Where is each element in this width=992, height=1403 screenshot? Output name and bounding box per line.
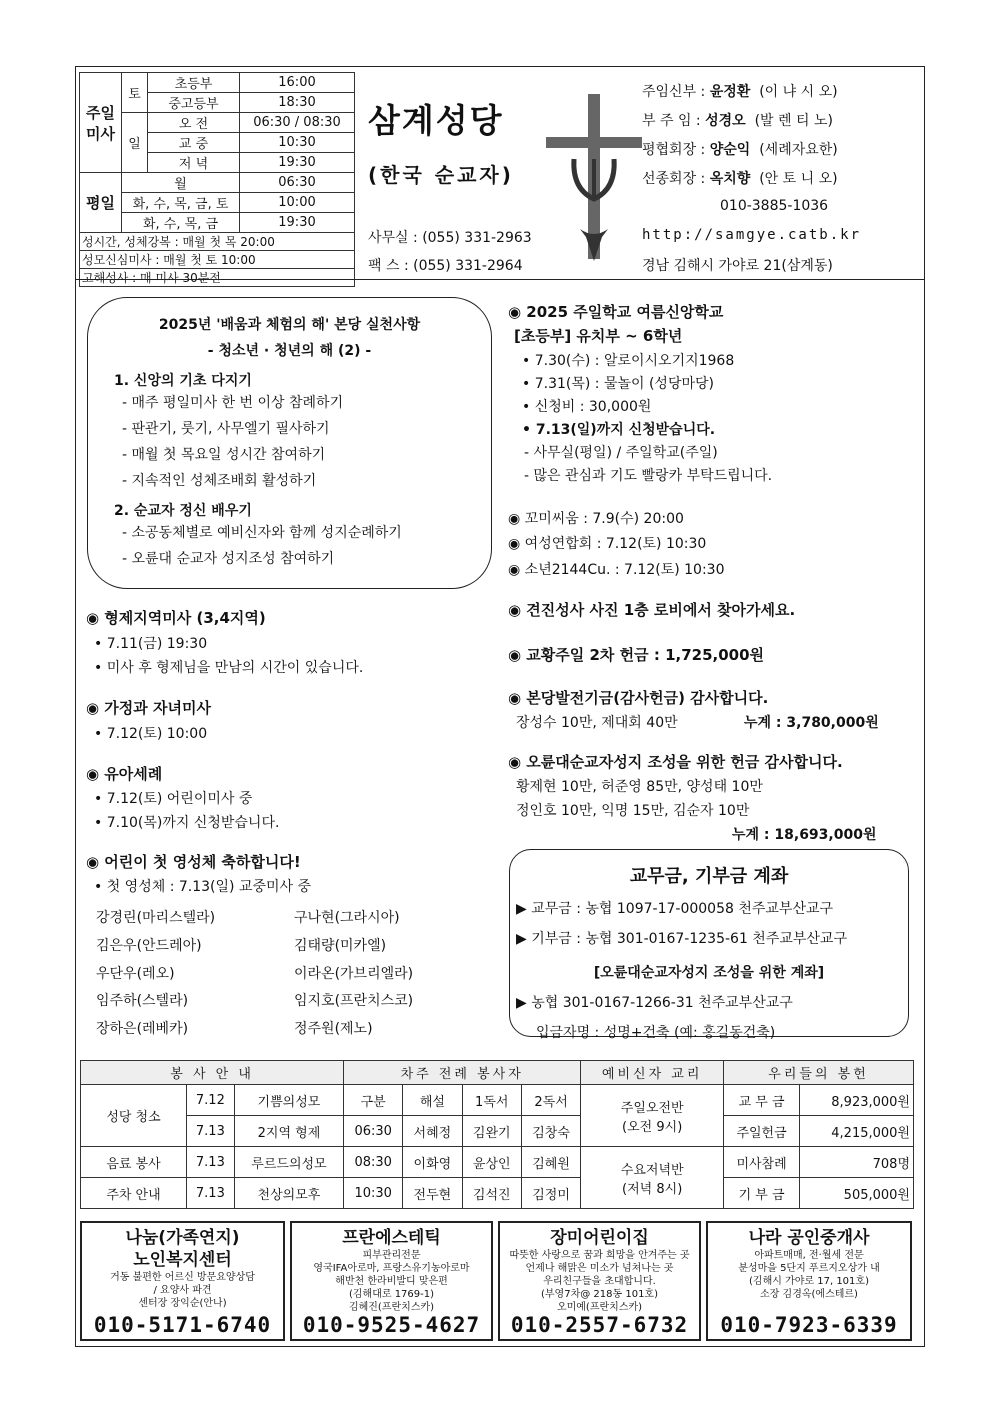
practice-title: 2025년 '배움과 체험의 해' 본당 실천사항 (158, 317, 421, 333)
practice-item: - 소공동체별로 예비신자와 함께 성지순례하기 (122, 525, 402, 541)
ad-name: 장미어린이집 (550, 1228, 649, 1248)
staff-name: 양순익 (709, 142, 751, 158)
staff-name: 옥치향 (709, 171, 751, 187)
table-cell: 2독서 (521, 1085, 580, 1116)
bullet-item: • 신청비 : 30,000원 (522, 399, 652, 415)
table-cell: 구분 (344, 1085, 403, 1116)
table-cell: 주일헌금 (724, 1116, 800, 1147)
section-heading: ◉ 본당발전기금(감사헌금) 감사합니다. (508, 689, 769, 707)
account-line: ▶ 농협 301-0167-1266-31 천주교부산교구 (516, 995, 793, 1011)
church-title: 삼계성당 (368, 101, 504, 140)
bullet-item: - 많은 관심과 기도 빨랑카 부탁드립니다. (524, 468, 773, 484)
sched-time: 10:30 (240, 133, 355, 153)
table-cell: 해설 (403, 1085, 462, 1116)
child-name: 우단우(레오) (96, 966, 175, 982)
bullet-item: - 사무실(평일) / 주일학교(주일) (524, 445, 718, 461)
table-cell: 기쁨의성모 (234, 1085, 343, 1116)
sched-name: 화, 수, 목, 금, 토 (122, 193, 240, 213)
ad-aesthetic (290, 1221, 493, 1341)
cross-icon (544, 89, 644, 264)
section-heading: ◉ 가정과 자녀미사 (86, 699, 211, 717)
donation-line: 황제현 10만, 허준영 85만, 양성태 10만 (516, 779, 763, 795)
ad-name: 프란에스테틱 (342, 1228, 441, 1248)
table-cell: 김정미 (521, 1178, 580, 1209)
table-cell: 4,215,000원 (800, 1116, 914, 1147)
sched-time: 19:30 (240, 153, 355, 173)
section-heading: ◉ 오륜대순교자성지 조성을 위한 헌금 감사합니다. (508, 753, 843, 771)
sunday-label: 일 (122, 113, 148, 173)
child-name: 임주하(스텔라) (96, 993, 189, 1009)
section-heading: ◉ 2025 주일학교 여름신앙학교 (508, 303, 724, 321)
account-box (509, 849, 909, 1041)
ad-phone[interactable]: 010-2557-6732 (510, 1313, 689, 1337)
table-cell: 김혜원 (521, 1147, 580, 1178)
bullet-item: • 미사 후 형제님을 만남의 시간이 있습니다. (94, 660, 364, 676)
staff-row (642, 110, 833, 130)
practice-item: - 매주 평일미사 한 번 이상 참례하기 (122, 395, 344, 411)
ad-realty (706, 1221, 912, 1341)
bullet-item: • 7.31(목) : 물놀이 (성당마당) (522, 376, 714, 392)
sched-name: 교 중 (148, 133, 240, 153)
donation-total: 누계 : 18,693,000원 (732, 827, 877, 843)
sched-time: 16:00 (240, 73, 355, 93)
ad-phone[interactable]: 010-9525-4627 (302, 1313, 481, 1337)
staff-name: 성경오 (705, 113, 746, 129)
ad-phone[interactable]: 010-7923-6339 (720, 1313, 898, 1337)
fax-number: 팩 스 : (055) 331-2964 (368, 258, 523, 274)
practice-item: - 매월 첫 목요일 성시간 참여하기 (122, 447, 326, 463)
sched-time: 06:30 (240, 173, 355, 193)
bullet-item: • 7.12(토) 어린이미사 중 (94, 791, 253, 807)
child-name: 구나현(그라시아) (294, 910, 400, 926)
donation-line: 정인호 10만, 익명 15만, 김순자 10만 (516, 803, 750, 819)
ad-daycare (498, 1221, 701, 1341)
table-cell: 8,923,000원 (800, 1085, 914, 1116)
table-cell: 김완기 (462, 1116, 521, 1147)
account-line: ▶ 교무금 : 농협 1097-17-000058 천주교부산교구 (516, 901, 834, 917)
event-item: ◉ 꼬미씨움 : 7.9(수) 20:00 (508, 511, 684, 527)
table-header: 우리들의 봉헌 (724, 1061, 914, 1085)
table-cell: 06:30 (344, 1116, 403, 1147)
staff-saint: (세례자요한) (759, 142, 838, 158)
section-heading: ◉ 유아세례 (86, 765, 163, 783)
ad-name: 나라 공인중개사 (748, 1228, 870, 1248)
catechism-class: 수요저녁반 (620, 1162, 684, 1178)
section-heading: ◉ 형제지역미사 (3,4지역) (86, 609, 266, 627)
table-cell: 전두현 (403, 1178, 462, 1209)
table-cell: 음료 봉사 (81, 1147, 187, 1178)
account-title: 교무금, 기부금 계좌 (629, 866, 789, 887)
account-line: ▶ 기부금 : 농협 301-0167-1235-61 천주교부산교구 (516, 931, 847, 947)
child-name: 정주원(제노) (294, 1021, 373, 1037)
sched-time: 06:30 / 08:30 (240, 113, 355, 133)
table-cell: 루르드의성모 (234, 1147, 343, 1178)
ad-desc: 따뜻한 사랑으로 꿈과 희망을 안겨주는 곳 언제나 해맑은 미소가 넘쳐나는 곳 우리친구들을 초대합니다. (부영7차@ 218동 101호) 오미예(프란치스카) (509, 1250, 690, 1313)
staff-row (642, 139, 838, 159)
table-cell: 이화영 (403, 1147, 462, 1178)
staff-saint: (발 렌 티 노) (754, 113, 833, 129)
table-cell: 7.13 (187, 1147, 235, 1178)
sched-note: 성모신심미사 : 매월 첫 토 10:00 (80, 251, 355, 269)
account-subtitle: [오륜대순교자성지 조성을 위한 계좌] (593, 965, 825, 981)
section-heading: ◉ 교황주일 2차 헌금 : 1,725,000원 (508, 646, 765, 664)
table-cell: 1독서 (462, 1085, 521, 1116)
table-cell: 7.13 (187, 1178, 235, 1209)
address: 경남 김해시 가야로 21(삼계동) (642, 258, 833, 274)
practice-box (87, 297, 492, 589)
table-header: 예비신자 교리 (581, 1061, 724, 1085)
section-heading: ◉ 견진성사 사진 1층 로비에서 찾아가세요. (508, 601, 796, 619)
header-divider (76, 279, 924, 280)
table-header: 봉 사 안 내 (81, 1061, 344, 1085)
table-cell: 서혜정 (403, 1116, 462, 1147)
bullet-item: • 첫 영성체 : 7.13(일) 교중미사 중 (94, 879, 312, 895)
event-item: ◉ 여성연합회 : 7.12(토) 10:30 (508, 536, 707, 552)
table-cell: 김창숙 (521, 1116, 580, 1147)
table-cell: 주차 안내 (81, 1178, 187, 1209)
ad-name: 나눔(가족연지) 노인복지센터 (125, 1228, 240, 1270)
sunday-mass-label: 주일 미사 (80, 73, 122, 173)
table-cell: 미사참례 (724, 1147, 800, 1178)
practice-item: - 지속적인 성체조배회 활성하기 (122, 473, 317, 489)
sched-name: 중고등부 (148, 93, 240, 113)
practice-item: - 오륜대 순교자 성지조성 참여하기 (122, 551, 335, 567)
staff-role: 선종회장 : (642, 171, 710, 187)
account-line: 입금자명 : 성명+건축 (예: 홍길동건축) (536, 1025, 776, 1041)
table-header: 차주 전례 봉사자 (344, 1061, 581, 1085)
practice-section: 2. 순교자 정신 배우기 (114, 503, 252, 519)
catechism-class: 주일오전반 (620, 1100, 684, 1116)
practice-section: 1. 신앙의 기초 다지기 (114, 373, 252, 389)
child-name: 이라온(가브리엘라) (294, 966, 414, 982)
donation-line: 장성수 10만, 제대회 40만 (516, 715, 678, 731)
bullet-item: • 7.13(일)까지 신청받습니다. (522, 422, 716, 438)
sched-name: 월 (122, 173, 240, 193)
office-phone: 사무실 : (055) 331-2963 (368, 230, 532, 246)
table-cell: 7.12 (187, 1085, 235, 1116)
staff-saint: (이 냐 시 오) (759, 84, 838, 100)
sched-name: 초등부 (148, 73, 240, 93)
child-name: 김은우(안드레아) (96, 938, 202, 954)
sched-note: 성시간, 성체강복 : 매월 첫 목 20:00 (80, 233, 355, 251)
table-cell: 성당 청소 (81, 1085, 187, 1147)
table-cell: 10:30 (344, 1178, 403, 1209)
website-link[interactable]: http://samgye.catb.kr (642, 227, 862, 243)
weekday-mass-label: 평일 (80, 173, 122, 233)
bullet-item: • 7.30(수) : 알로이시오기지1968 (522, 353, 735, 369)
sched-name: 오 전 (148, 113, 240, 133)
ad-desc: 거동 불편한 어르신 방문요양상담 / 요양사 파견 센터장 장익순(안나) (110, 1272, 255, 1309)
table-cell: 기 부 금 (724, 1178, 800, 1209)
table-cell: 2지역 형제 (234, 1116, 343, 1147)
ad-elderly-center (80, 1221, 285, 1341)
sched-time: 18:30 (240, 93, 355, 113)
catechism-time: (오전 9시) (622, 1119, 683, 1135)
table-cell (581, 1147, 724, 1209)
staff-phone: 010-3885-1036 (720, 198, 829, 214)
child-name: 강경린(마리스텔라) (96, 910, 216, 926)
bullet-item: • 7.12(토) 10:00 (94, 726, 208, 742)
practice-item: - 판관기, 룻기, 사무엘기 필사하기 (122, 421, 330, 437)
staff-name: 윤정환 (709, 84, 751, 100)
event-item: ◉ 소년2144Cu. : 7.12(토) 10:30 (508, 562, 725, 578)
staff-row (642, 81, 838, 101)
staff-role: 주임신부 : (642, 84, 710, 100)
table-cell: 천상의모후 (234, 1178, 343, 1209)
staff-role: 부 주 임 : (642, 113, 706, 129)
child-name: 김태량(미카엘) (294, 938, 387, 954)
staff-row (642, 168, 838, 188)
staff-saint: (안 토 니 오) (759, 171, 838, 187)
staff-role: 평협회장 : (642, 142, 710, 158)
donation-total: 누계 : 3,780,000원 (744, 715, 879, 731)
saturday-label: 토 (122, 73, 148, 113)
table-cell (581, 1085, 724, 1147)
child-name: 임지호(프란치스코) (294, 993, 414, 1009)
catechism-time: (저녁 8시) (622, 1181, 683, 1197)
table-cell: 교 무 금 (724, 1085, 800, 1116)
table-cell: 7.13 (187, 1116, 235, 1147)
sched-time: 10:00 (240, 193, 355, 213)
table-cell: 윤상인 (462, 1147, 521, 1178)
table-cell: 08:30 (344, 1147, 403, 1178)
section-heading: ◉ 어린이 첫 영성체 축하합니다! (86, 853, 301, 871)
ad-phone[interactable]: 010-5171-6740 (93, 1313, 272, 1337)
ad-desc: 피부관리전문 영국IFA아로마, 프랑스유기농아로마 해반천 한라비발디 맞은편 (김해대로 1769-1) 김혜진(프란치스카) (313, 1250, 470, 1313)
church-subtitle: (한국 순교자) (368, 163, 514, 187)
child-name: 장하은(레베카) (96, 1021, 189, 1037)
table-cell: 708명 (800, 1147, 914, 1178)
sched-note: 고해성사 : 매 미사 30분전 (80, 269, 355, 287)
table-cell: 김석진 (462, 1178, 521, 1209)
ad-desc: 아파트매매, 전·월세 전문 분성마을 5단지 푸르지오상가 내 (김해시 가야로 17, 101호) 소장 김경옥(에스테르) (738, 1250, 880, 1300)
sched-name: 저 녁 (148, 153, 240, 173)
bullet-item: • 7.10(목)까지 신청받습니다. (94, 815, 280, 831)
bullet-item: • 7.11(금) 19:30 (94, 636, 208, 652)
service-table (80, 1060, 914, 1209)
sched-name: 화, 수, 목, 금 (122, 213, 240, 233)
mass-schedule-table (79, 72, 355, 287)
table-cell: 505,000원 (800, 1178, 914, 1209)
bulletin-page (75, 66, 925, 1347)
practice-subtitle: - 청소년 · 청년의 해 (2) - (207, 343, 372, 359)
camp-subtitle: [초등부] 유치부 ~ 6학년 (514, 327, 683, 345)
sched-time: 19:30 (240, 213, 355, 233)
